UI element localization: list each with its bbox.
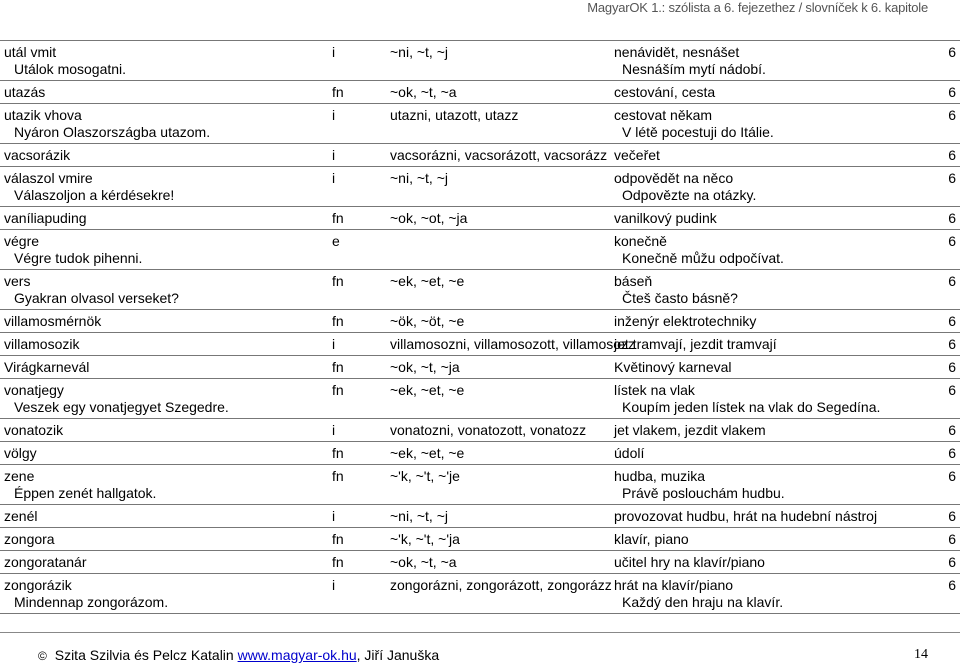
page-footer [0, 632, 960, 663]
word-type: i [332, 147, 336, 163]
table-row [0, 419, 960, 442]
cell-translation [610, 333, 932, 356]
cell-word-type [328, 230, 386, 270]
cell-chapter [932, 333, 960, 356]
word-type: fn [332, 84, 344, 100]
chapter-number: 6 [948, 44, 956, 60]
table-row [0, 230, 960, 270]
table-row [0, 310, 960, 333]
vocabulary-table-body [0, 41, 960, 614]
hungarian-word: vaníliapuding [4, 210, 87, 226]
czech-example: Odpovězte na otázky. [622, 187, 757, 203]
cell-word [0, 167, 328, 207]
cell-chapter [932, 144, 960, 167]
cell-translation [610, 81, 932, 104]
cell-word-type [328, 310, 386, 333]
footer-coauthor: , Jiří Januška [356, 647, 440, 663]
cell-word [0, 379, 328, 419]
table-row [0, 270, 960, 310]
chapter-number: 6 [948, 445, 956, 461]
cell-chapter [932, 41, 960, 81]
cell-chapter [932, 230, 960, 270]
czech-translation: cestování, cesta [614, 84, 716, 100]
word-type: fn [332, 313, 344, 329]
word-forms: ~ok, ~t, ~ja [390, 359, 460, 375]
cell-translation [610, 574, 932, 614]
cell-forms [386, 465, 610, 505]
cell-forms [386, 574, 610, 614]
cell-word-type [328, 574, 386, 614]
hungarian-word: zenél [4, 508, 38, 524]
czech-example: Každý den hraju na klavír. [622, 594, 784, 610]
hungarian-word: vonatjegy [4, 382, 64, 398]
vocabulary-table [0, 40, 960, 614]
word-type: fn [332, 210, 344, 226]
chapter-number: 6 [948, 336, 956, 352]
word-forms: vacsorázni, vacsorázott, vacsorázz [390, 147, 608, 163]
table-row [0, 41, 960, 81]
cell-word-type [328, 551, 386, 574]
word-forms: ~ni, ~t, ~j [390, 508, 448, 524]
word-forms: zongorázni, zongorázott, zongorázz [390, 577, 612, 593]
cell-forms [386, 207, 610, 230]
table-row [0, 442, 960, 465]
hungarian-word: válaszol vmire [4, 170, 93, 186]
chapter-number: 6 [948, 170, 956, 186]
cell-word [0, 505, 328, 528]
word-type: fn [332, 273, 344, 289]
page-header-title: MagyarOK 1.: szólista a 6. fejezethez / slovníček k 6. kapitole [587, 0, 928, 15]
czech-translation: večeřet [614, 147, 660, 163]
cell-chapter [932, 379, 960, 419]
cell-chapter [932, 356, 960, 379]
word-type: i [332, 422, 336, 438]
hungarian-example: Veszek egy vonatjegyet Szegedre. [14, 399, 229, 415]
hungarian-word: zongoratanár [4, 554, 87, 570]
cell-translation [610, 465, 932, 505]
chapter-number: 6 [948, 577, 956, 593]
table-row [0, 551, 960, 574]
cell-translation [610, 419, 932, 442]
table-row [0, 104, 960, 144]
cell-word [0, 207, 328, 230]
czech-example: Právě poslouchám hudbu. [622, 485, 785, 501]
chapter-number: 6 [948, 313, 956, 329]
czech-example: V létě pocestuji do Itálie. [622, 124, 774, 140]
cell-word-type [328, 528, 386, 551]
czech-example: Čteš často básně? [622, 290, 738, 306]
cell-chapter [932, 207, 960, 230]
chapter-number: 6 [948, 508, 956, 524]
cell-forms [386, 310, 610, 333]
czech-example: Konečně můžu odpočívat. [622, 250, 784, 266]
word-type: e [332, 233, 340, 249]
cell-word-type [328, 505, 386, 528]
czech-translation: báseň [614, 273, 653, 289]
chapter-number: 6 [948, 210, 956, 226]
hungarian-example: Válaszoljon a kérdésekre! [14, 187, 175, 203]
cell-forms [386, 419, 610, 442]
cell-translation [610, 528, 932, 551]
cell-forms [386, 333, 636, 356]
table-row [0, 379, 960, 419]
cell-word [0, 310, 328, 333]
word-type: fn [332, 554, 344, 570]
chapter-number: 6 [948, 84, 956, 100]
hungarian-example: Végre tudok pihenni. [14, 250, 143, 266]
word-forms: vonatozni, vonatozott, vonatozz [390, 422, 587, 438]
hungarian-word: zongora [4, 531, 55, 547]
cell-word-type [328, 419, 386, 442]
cell-forms [386, 167, 610, 207]
cell-word-type [328, 442, 386, 465]
hungarian-word: utazás [4, 84, 46, 100]
czech-translation: učitel hry na klavír/piano [614, 554, 765, 570]
cell-word-type [328, 333, 386, 356]
hungarian-word: villamosozik [4, 336, 80, 352]
cell-word [0, 41, 328, 81]
chapter-number: 6 [948, 233, 956, 249]
czech-translation: klavír, piano [614, 531, 689, 547]
cell-translation [610, 230, 932, 270]
table-row [0, 81, 960, 104]
czech-translation: odpovědět na něco [614, 170, 734, 186]
czech-translation: jet tramvají, jezdit tramvají [614, 336, 777, 352]
cell-forms [386, 551, 610, 574]
cell-forms [386, 379, 610, 419]
word-forms: ~ok, ~t, ~a [390, 84, 457, 100]
cell-chapter [932, 81, 960, 104]
table-row [0, 356, 960, 379]
cell-chapter [932, 551, 960, 574]
cell-word-type [328, 144, 386, 167]
cell-forms [386, 81, 610, 104]
chapter-number: 6 [948, 382, 956, 398]
hungarian-word: zene [4, 468, 35, 484]
cell-word [0, 356, 328, 379]
czech-translation: Květinový karneval [614, 359, 732, 375]
czech-example: Koupím jeden lístek na vlak do Segedína. [622, 399, 881, 415]
hungarian-word: vonatozik [4, 422, 64, 438]
cell-word-type [328, 270, 386, 310]
cell-translation [610, 144, 932, 167]
word-forms: ~ni, ~t, ~j [390, 44, 448, 60]
cell-translation [610, 41, 932, 81]
word-forms: ~ök, ~öt, ~e [390, 313, 465, 329]
chapter-number: 6 [948, 554, 956, 570]
cell-translation [610, 356, 932, 379]
cell-word [0, 551, 328, 574]
cell-word [0, 442, 328, 465]
hungarian-word: völgy [4, 445, 37, 461]
cell-translation [610, 442, 932, 465]
chapter-number: 6 [948, 273, 956, 289]
word-forms: ~ek, ~et, ~e [390, 382, 465, 398]
cell-chapter [932, 310, 960, 333]
czech-translation: provozovat hudbu, hrát na hudební nástroj [614, 508, 878, 524]
table-row [0, 465, 960, 505]
czech-translation: hudba, muzika [614, 468, 706, 484]
word-type: fn [332, 445, 344, 461]
cell-word [0, 104, 328, 144]
cell-chapter [932, 528, 960, 551]
chapter-number: 6 [948, 422, 956, 438]
hungarian-word: utazik vhova [4, 107, 82, 123]
cell-translation [610, 310, 932, 333]
czech-translation: údolí [614, 445, 645, 461]
czech-translation: vanilkový pudink [614, 210, 717, 226]
cell-word-type [328, 41, 386, 81]
table-row [0, 144, 960, 167]
word-type: i [332, 336, 336, 352]
cell-forms [386, 356, 610, 379]
cell-word [0, 270, 328, 310]
hungarian-example: Éppen zenét hallgatok. [14, 485, 157, 501]
cell-translation [610, 104, 932, 144]
word-type: i [332, 170, 336, 186]
cell-forms [386, 528, 610, 551]
cell-forms [386, 270, 610, 310]
czech-translation: inženýr elektrotechniky [614, 313, 757, 329]
czech-translation: nenávidět, nesnášet [614, 44, 740, 60]
hungarian-example: Utálok mosogatni. [14, 61, 127, 77]
table-row [0, 574, 960, 614]
czech-translation: hrát na klavír/piano [614, 577, 734, 593]
cell-chapter [932, 442, 960, 465]
footer-authors: Szita Szilvia és Pelcz Katalin [54, 647, 234, 663]
cell-forms [386, 144, 610, 167]
hungarian-word: végre [4, 233, 40, 249]
hungarian-word: villamosmérnök [4, 313, 102, 329]
czech-translation: konečně [614, 233, 667, 249]
czech-translation: cestovat někam [614, 107, 713, 123]
word-type: fn [332, 468, 344, 484]
word-forms: utazni, utazott, utazz [390, 107, 519, 123]
word-type: i [332, 44, 336, 60]
cell-chapter [932, 270, 960, 310]
czech-translation: lístek na vlak [614, 382, 695, 398]
cell-word-type [328, 379, 386, 419]
cell-word [0, 144, 328, 167]
cell-translation [610, 270, 932, 310]
table-row [0, 505, 960, 528]
cell-word-type [328, 81, 386, 104]
chapter-number: 6 [948, 468, 956, 484]
cell-forms [386, 505, 610, 528]
word-forms: ~ok, ~ot, ~ja [390, 210, 468, 226]
cell-word-type [328, 207, 386, 230]
hungarian-example: Gyakran olvasol verseket? [14, 290, 179, 306]
cell-word [0, 230, 328, 270]
word-type: i [332, 577, 336, 593]
cell-word [0, 333, 328, 356]
cell-word-type [328, 465, 386, 505]
cell-word [0, 419, 328, 442]
word-forms: villamosozni, villamosozott, villamosozz [390, 336, 636, 352]
cell-translation [610, 379, 932, 419]
hungarian-word: vers [4, 273, 31, 289]
cell-chapter [932, 167, 960, 207]
word-forms: ~ni, ~t, ~j [390, 170, 448, 186]
cell-word [0, 465, 328, 505]
word-type: fn [332, 382, 344, 398]
cell-translation [610, 207, 932, 230]
cell-word-type [328, 104, 386, 144]
hungarian-example: Mindennap zongorázom. [14, 594, 169, 610]
cell-word [0, 574, 328, 614]
cell-chapter [932, 419, 960, 442]
cell-chapter [932, 574, 960, 614]
cell-chapter [932, 465, 960, 505]
table-row [0, 167, 960, 207]
cell-forms [386, 41, 610, 81]
cell-translation [610, 167, 932, 207]
hungarian-example: Nyáron Olaszországba utazom. [14, 124, 211, 140]
footer-site-link[interactable]: www.magyar-ok.hu [237, 647, 357, 663]
chapter-number: 6 [948, 147, 956, 163]
cell-translation [610, 505, 932, 528]
cell-word-type [328, 356, 386, 379]
cell-forms [386, 104, 610, 144]
word-type: fn [332, 531, 344, 547]
word-forms: ~'k, ~'t, ~'je [390, 468, 460, 484]
cell-word-type [328, 167, 386, 207]
word-forms: ~ek, ~et, ~e [390, 445, 465, 461]
chapter-number: 6 [948, 359, 956, 375]
cell-forms [386, 442, 610, 465]
table-row [0, 333, 960, 356]
hungarian-word: utál vmit [4, 44, 57, 60]
cell-word [0, 528, 328, 551]
cell-forms [386, 230, 610, 270]
hungarian-word: Virágkarnevál [4, 359, 90, 375]
cell-chapter [932, 505, 960, 528]
word-forms: ~ok, ~t, ~a [390, 554, 457, 570]
word-type: i [332, 508, 336, 524]
czech-translation: jet vlakem, jezdit vlakem [614, 422, 766, 438]
hungarian-word: vacsorázik [4, 147, 71, 163]
cell-word [0, 81, 328, 104]
chapter-number: 6 [948, 107, 956, 123]
czech-example: Nesnáším mytí nádobí. [622, 61, 766, 77]
page-number: 14 [914, 647, 928, 662]
footer-credits [38, 647, 439, 663]
table-row [0, 207, 960, 230]
word-forms: ~'k, ~'t, ~'ja [390, 531, 460, 547]
copyright-icon: © [38, 649, 47, 663]
chapter-number: 6 [948, 531, 956, 547]
table-row [0, 528, 960, 551]
hungarian-word: zongorázik [4, 577, 72, 593]
cell-translation [610, 551, 932, 574]
cell-chapter [932, 104, 960, 144]
word-type: i [332, 107, 336, 123]
word-type: fn [332, 359, 344, 375]
word-forms: ~ek, ~et, ~e [390, 273, 465, 289]
